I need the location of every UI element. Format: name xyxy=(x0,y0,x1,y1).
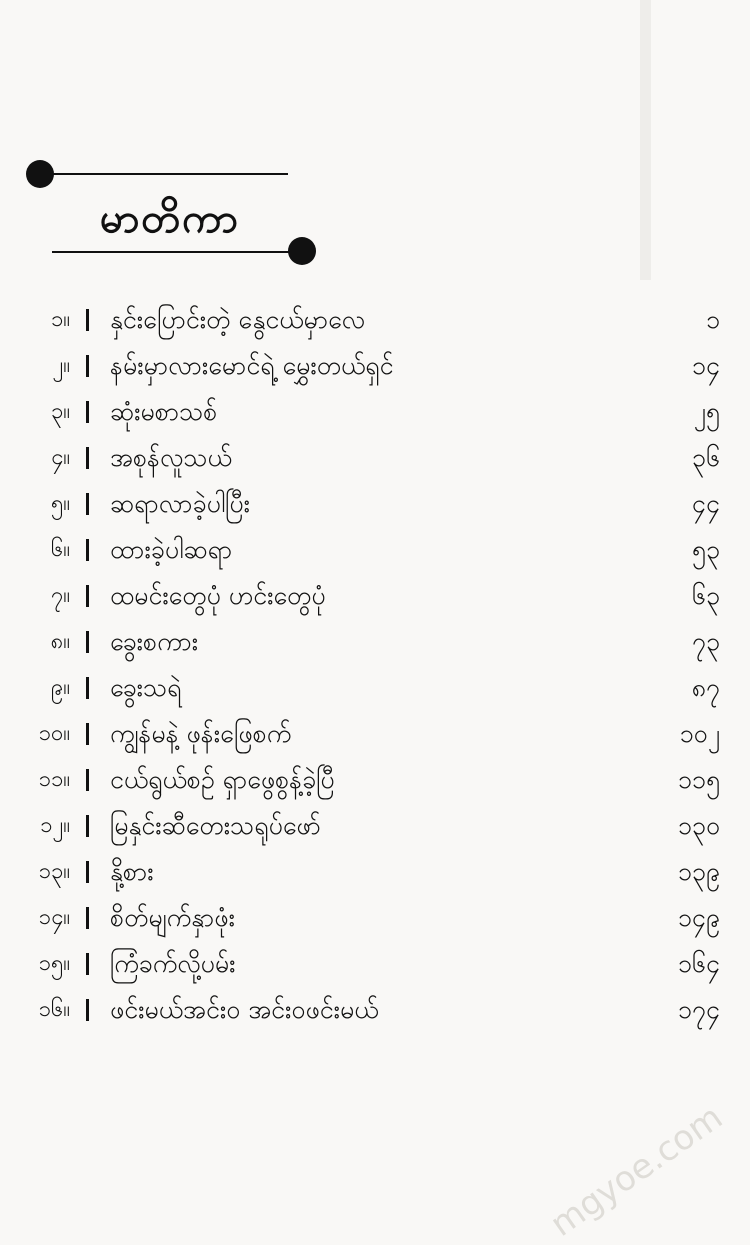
toc-number: ၁၆။ xyxy=(38,997,70,1022)
toc-number: ၂။ xyxy=(52,353,70,378)
toc-row[interactable] xyxy=(0,343,750,389)
toc-number: ၉။ xyxy=(50,675,70,700)
toc-row[interactable] xyxy=(0,895,750,941)
toc-title: အစုန်လူသယ် xyxy=(110,443,232,472)
toc-page-number: ၁၇၄ xyxy=(677,995,720,1024)
toc-row[interactable] xyxy=(0,389,750,435)
toc-title: ဆရာလာခဲ့ပါပြီး xyxy=(110,489,250,518)
show-through-text xyxy=(420,0,750,300)
toc-row[interactable] xyxy=(0,941,750,987)
toc-page-number: ၁၄ xyxy=(691,351,720,380)
toc-number: ၁၂။ xyxy=(40,813,70,838)
toc-separator xyxy=(86,539,89,561)
toc-separator xyxy=(86,401,89,423)
toc-number: ၅။ xyxy=(50,491,70,516)
toc-separator xyxy=(86,723,89,745)
toc-number: ၁၃။ xyxy=(38,859,70,884)
toc-separator xyxy=(86,309,89,331)
toc-page-number: ၁၄၉ xyxy=(677,903,720,932)
toc-row[interactable] xyxy=(0,987,750,1033)
page-title: မာတိကာ xyxy=(100,196,240,242)
toc-page-number: ၁၆၄ xyxy=(677,949,720,978)
toc-title: ခွေးသရဲ xyxy=(110,673,182,702)
toc-row[interactable] xyxy=(0,435,750,481)
toc-separator xyxy=(86,493,89,515)
toc-title: ဖင်းမယ်အင်း၀ အင်း၀ဖင်းမယ် xyxy=(110,995,379,1024)
toc-separator xyxy=(86,447,89,469)
toc-number: ၈။ xyxy=(50,629,70,654)
toc-title: စိတ်မျက်နှာဖုံး xyxy=(110,903,235,932)
toc-number: ၆။ xyxy=(50,537,70,562)
toc-title: ငယ်ရွယ်စဉ် ရှာဖွေစွန့်ခဲ့ပြီ xyxy=(110,765,335,794)
toc-title: ထားခဲ့ပါဆရာ xyxy=(110,535,233,564)
toc-page-number: ၁၁၅ xyxy=(677,765,720,794)
toc-separator xyxy=(86,907,89,929)
table-of-contents xyxy=(0,297,750,1033)
toc-number: ၃။ xyxy=(50,399,70,424)
toc-separator xyxy=(86,861,89,883)
toc-separator xyxy=(86,769,89,791)
toc-separator xyxy=(86,815,89,837)
watermark: mgyoe.com xyxy=(543,1097,730,1245)
toc-row[interactable] xyxy=(0,665,750,711)
toc-page-number: ၈၇ xyxy=(691,673,720,702)
toc-page-number: ၇၃ xyxy=(691,627,720,656)
toc-page-number: ၃၆ xyxy=(691,443,720,472)
toc-title: နမ်းမှာလားမောင်ရဲ့ မွှေးတယ်ရှင် xyxy=(110,351,394,380)
toc-row[interactable] xyxy=(0,849,750,895)
toc-title: ကြံခက်လို့ပမ်း xyxy=(110,949,236,978)
toc-row[interactable] xyxy=(0,803,750,849)
toc-separator xyxy=(86,677,89,699)
toc-number: ၁။ xyxy=(50,307,70,332)
toc-page-number: ၂၅ xyxy=(693,397,720,426)
toc-separator xyxy=(86,355,89,377)
toc-number: ၇။ xyxy=(50,583,70,608)
ornament-rule-top xyxy=(48,173,288,175)
toc-title: ဆုံးမစာသစ် xyxy=(110,397,218,426)
toc-separator xyxy=(86,631,89,653)
toc-page-number: ၄၄ xyxy=(691,489,720,518)
toc-number: ၁၄။ xyxy=(38,905,70,930)
ornament-rule-bottom xyxy=(52,251,302,253)
toc-row[interactable] xyxy=(0,527,750,573)
toc-title: မြနှင်းဆီတေးသရုပ်ဖော် xyxy=(110,811,321,840)
toc-number: ၁၀။ xyxy=(38,721,70,746)
toc-separator xyxy=(86,585,89,607)
toc-separator xyxy=(86,999,89,1021)
toc-page-number: ၁၀၂ xyxy=(679,719,720,748)
toc-page-number: ၆၃ xyxy=(691,581,720,610)
toc-row[interactable] xyxy=(0,619,750,665)
toc-title: ခွေးစကား xyxy=(110,627,199,656)
toc-row[interactable] xyxy=(0,573,750,619)
toc-page-number: ၁၃၉ xyxy=(677,857,720,886)
toc-title: ကျွန်မနဲ့ ဖုန်းဖြေစက် xyxy=(110,719,292,748)
toc-number: ၁၁။ xyxy=(38,767,70,792)
toc-number: ၄။ xyxy=(50,445,70,470)
toc-row[interactable] xyxy=(0,481,750,527)
toc-page-number: ၁၃၀ xyxy=(677,811,720,840)
show-through-line xyxy=(640,0,651,280)
ornament-dot-right xyxy=(288,237,316,265)
toc-title: ထမင်းတွေပုံ ဟင်းတွေပုံ xyxy=(110,581,326,610)
toc-title: နှင်းပြောင်းတဲ့ နွေငယ်မှာလေ xyxy=(110,305,366,334)
toc-separator xyxy=(86,953,89,975)
toc-title: နို့စား xyxy=(110,857,154,886)
toc-row[interactable] xyxy=(0,711,750,757)
toc-row[interactable] xyxy=(0,757,750,803)
toc-page-number: ၁ xyxy=(705,305,720,334)
toc-page-number: ၅၃ xyxy=(691,535,720,564)
toc-number: ၁၅။ xyxy=(38,951,70,976)
toc-row[interactable] xyxy=(0,297,750,343)
